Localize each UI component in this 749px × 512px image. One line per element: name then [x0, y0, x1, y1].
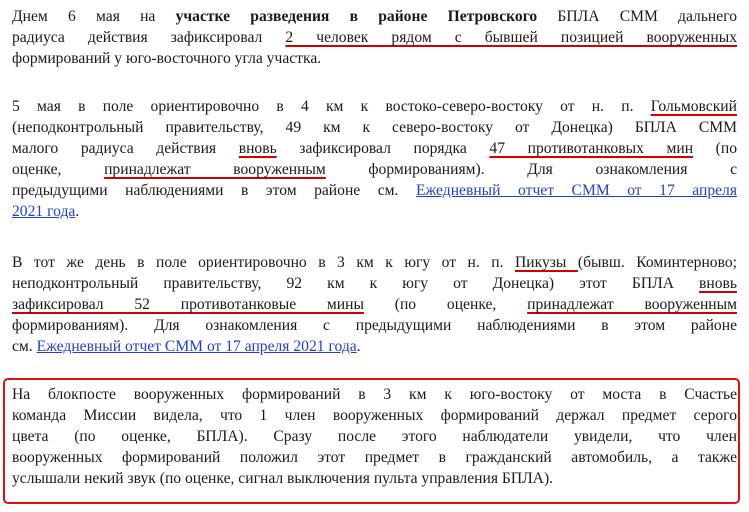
text-line: зафиксировал 52 противотанковые мины (по оценке, принадлежат вооруженным	[12, 296, 737, 313]
text-line: (неподконтрольный правительству, 49 км к северо-востоку от Донецка) БПЛА СММ	[12, 119, 737, 136]
report-link[interactable]: Ежедневный отчет СММ от 17 апреля	[415, 182, 737, 199]
text-line: 5 мая в поле ориентировочно в 4 км к востоко-северо-востоку от н. п. Гольмовский	[12, 98, 737, 115]
highlighted-text: 2 человек рядом с бывшей позицией вооруженных	[285, 29, 737, 46]
text-line: 2021 года.	[12, 203, 80, 220]
text-line: малого радиуса действия вновь зафиксировал порядка 47 противотанковых мин (по	[12, 140, 737, 157]
text-line: радиуса действия зафиксировал 2 человек рядом с бывшей позицией вооруженных	[12, 29, 737, 46]
emphasis-text: участке разведения в районе Петровского	[175, 8, 538, 25]
text-line: формированиям). Для ознакомления с предыдущими наблюдениями в этом районе	[12, 317, 737, 334]
highlighted-text: вновь	[238, 140, 277, 157]
highlighted-text: зафиксировал 52 противотанковые мины	[12, 296, 364, 313]
text-line: На блокпосте вооруженных формирований в 3 км к юго-востоку от моста в Счастье	[12, 386, 737, 403]
text-line: Днем 6 мая на участке разведения в районе Петровского БПЛА СММ дальнего	[12, 8, 738, 25]
highlighted-text: 47 противотанковых мин	[489, 140, 694, 157]
highlighted-text: Пикузы	[515, 254, 578, 271]
text-line: цвета (по оценке, БПЛА). Сразу после этого наблюдатели увидели, что член	[12, 428, 737, 445]
highlighted-text: принадлежат вооруженным	[527, 296, 737, 313]
text-line: формирований у юго-восточного угла участка.	[12, 50, 322, 67]
report-link[interactable]: Ежедневный отчет СММ от 17 апреля 2021 года	[36, 338, 357, 355]
paragraph-pikuzy	[12, 252, 737, 357]
report-link[interactable]: 2021 года	[12, 203, 76, 220]
text-line: предыдущими наблюдениями в этом районе см. Ежедневный отчет СММ от 17 апреля	[12, 182, 737, 199]
paragraph-golmovsky	[12, 96, 737, 222]
paragraph-petrovskoye	[12, 6, 737, 69]
highlighted-text: вновь	[699, 275, 737, 292]
text-line: см. Ежедневный отчет СММ от 17 апреля 2021 года.	[12, 338, 361, 355]
highlighted-text: принадлежат вооруженным	[104, 161, 326, 178]
text-line: команда Миссии видела, что 1 член вооруженных формирований держал предмет серого	[12, 407, 737, 424]
text-line: вооруженных формирований положил этот предмет в гражданский автомобиль, а также	[12, 449, 737, 466]
highlighted-text: Гольмовский	[650, 98, 737, 115]
text-line: неподконтрольный правительству, 92 км к югу от Донецка) этот БПЛА вновь	[12, 275, 737, 292]
text-line: В тот же день в поле ориентировочно в 3 км к югу от н. п. Пикузы (бывш. Коминтерново;	[12, 254, 737, 271]
text-line: оценке, принадлежат вооруженным формированиям). Для ознакомления с	[12, 161, 737, 178]
paragraph-schastye	[12, 384, 737, 489]
text-line: услышали некий звук (по оценке, сигнал выключения пульта управления БПЛА).	[12, 470, 554, 487]
